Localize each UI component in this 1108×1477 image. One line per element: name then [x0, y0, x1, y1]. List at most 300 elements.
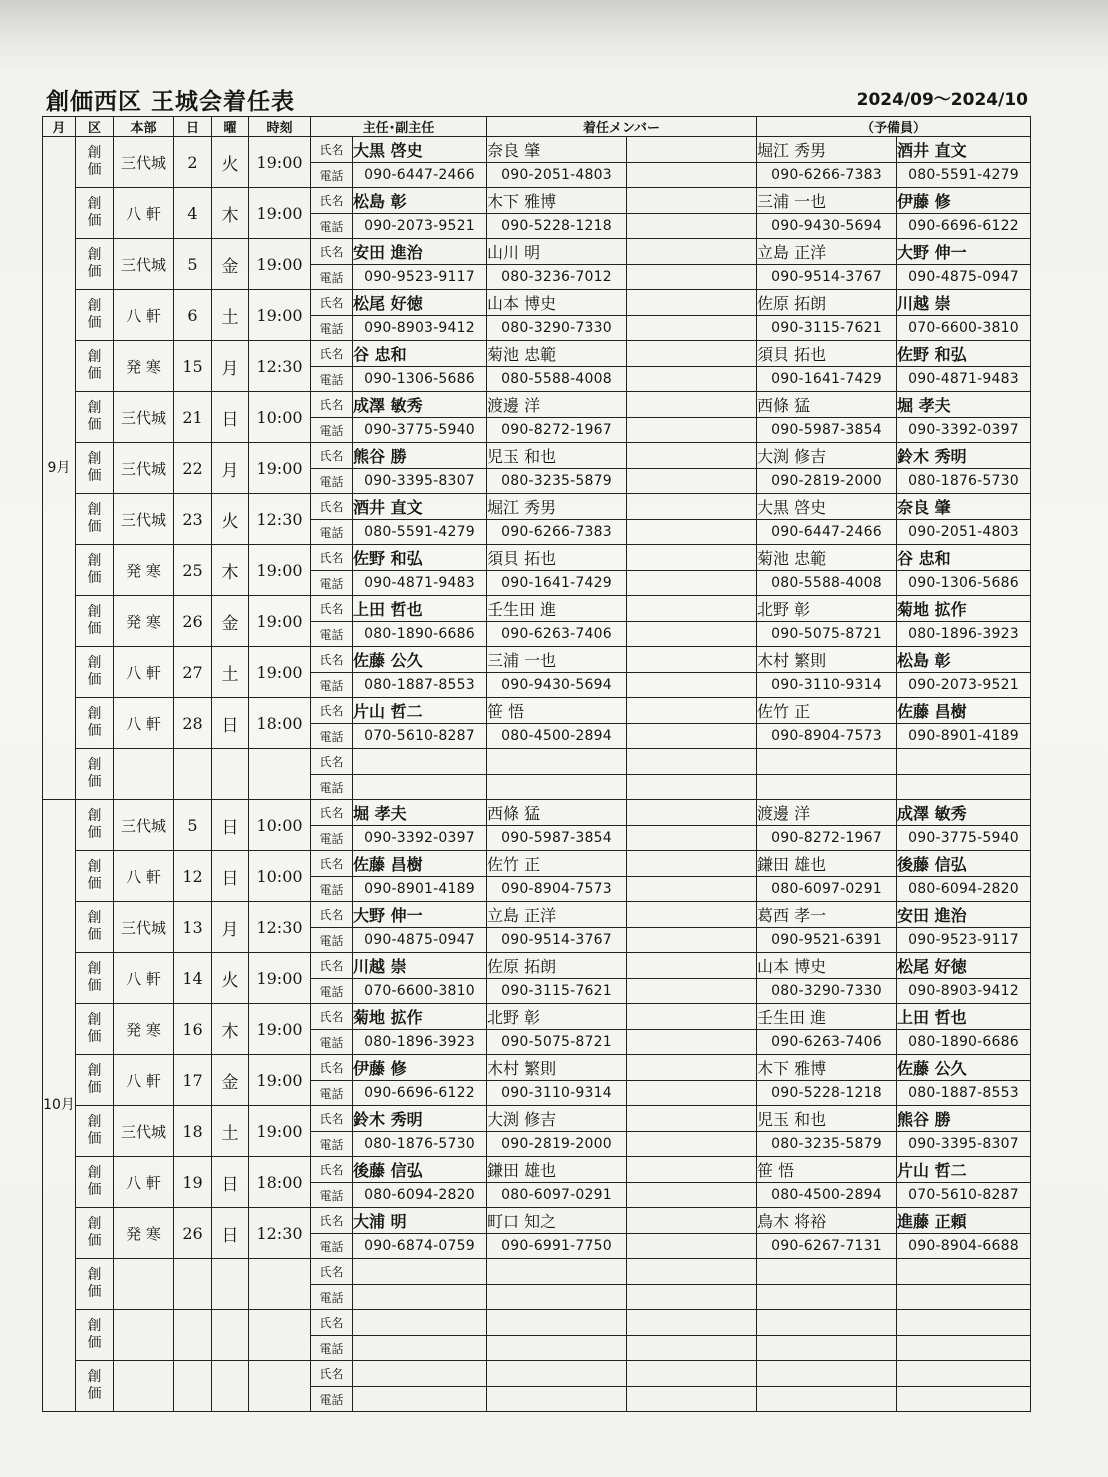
roster-entry: [43, 443, 1031, 469]
leader-phone: 080-1890-6686: [353, 622, 487, 647]
blank-cell: [627, 1055, 757, 1081]
member-name: 木下 雅博: [487, 188, 627, 214]
blank-cell: [627, 443, 757, 469]
phone-label: 電話: [311, 1183, 353, 1208]
time-cell: [249, 1259, 311, 1310]
ku-char: 価: [87, 1182, 102, 1198]
name-label: 氏名: [311, 1106, 353, 1132]
weekday-cell: [212, 749, 249, 800]
name-label: 氏名: [311, 290, 353, 316]
roster-entry: [43, 698, 1031, 724]
name-label: 氏名: [311, 698, 353, 724]
ku-char: 創: [87, 654, 102, 671]
reserve2-name: [897, 1310, 1031, 1336]
ku-char: 創: [87, 501, 102, 518]
phone-label: 電話: [311, 673, 353, 698]
blank-cell: [627, 545, 757, 571]
member-name: 佐竹 正: [487, 851, 627, 877]
reserve2-name: 佐野 和弘: [897, 341, 1031, 367]
reserve1-phone: 090-9430-5694: [757, 214, 897, 239]
roster-entry: [43, 1259, 1031, 1285]
ku-char: 価: [87, 621, 102, 637]
reserve2-name: 片山 哲二: [897, 1157, 1031, 1183]
reserve1-name: 木下 雅博: [757, 1055, 897, 1081]
blank-cell: [627, 877, 757, 902]
reserve2-phone: 090-4875-0947: [897, 265, 1031, 290]
leader-phone: 090-2073-9521: [353, 214, 487, 239]
name-label: 氏名: [311, 188, 353, 214]
duty-roster-table: [42, 116, 1031, 1412]
day-cell: [174, 1361, 212, 1412]
ku-char: 創: [87, 1113, 102, 1130]
reserve1-name: 壬生田 進: [757, 1004, 897, 1030]
ku-char: 価: [87, 162, 102, 178]
ku-char: 創: [87, 1164, 102, 1181]
time-cell: 19:00: [249, 1055, 311, 1106]
reserve1-phone: 090-8272-1967: [757, 826, 897, 851]
weekday-cell: 木: [212, 545, 249, 596]
name-label: 氏名: [311, 800, 353, 826]
blank-cell: [627, 163, 757, 188]
leader-name: 安田 進治: [353, 239, 487, 265]
ku-cell: [76, 443, 114, 494]
honbu-cell: 三代城: [114, 494, 174, 545]
roster-entry: [43, 647, 1031, 673]
member-name: 佐原 拓朗: [487, 953, 627, 979]
reserve2-phone: 090-9523-9117: [897, 928, 1031, 953]
member-phone: 080-3290-7330: [487, 316, 627, 341]
roster-entry: [43, 494, 1031, 520]
leader-name: 片山 哲二: [353, 698, 487, 724]
phone-label: 電話: [311, 622, 353, 647]
roster-entry: [43, 596, 1031, 622]
header-leader: 主任･副主任: [311, 117, 487, 137]
time-cell: [249, 1361, 311, 1412]
member-name: 北野 彰: [487, 1004, 627, 1030]
reserve2-phone: 070-5610-8287: [897, 1183, 1031, 1208]
reserve1-name: 立島 正洋: [757, 239, 897, 265]
phone-label: 電話: [311, 469, 353, 494]
reserve1-phone: 090-9514-3767: [757, 265, 897, 290]
ku-char: 創: [87, 858, 102, 875]
reserve1-name: 堀江 秀男: [757, 137, 897, 163]
ku-char: 創: [87, 450, 102, 467]
member-name: 壬生田 進: [487, 596, 627, 622]
phone-label: 電話: [311, 367, 353, 392]
member-phone: [487, 1387, 627, 1412]
reserve1-phone: [757, 775, 897, 800]
ku-cell: [76, 494, 114, 545]
leader-phone: 080-5591-4279: [353, 520, 487, 545]
reserve2-name: 伊藤 修: [897, 188, 1031, 214]
reserve1-name: 笹 悟: [757, 1157, 897, 1183]
weekday-cell: [212, 1361, 249, 1412]
name-label: 氏名: [311, 1310, 353, 1336]
ku-char: 価: [87, 366, 102, 382]
member-name: 山本 博史: [487, 290, 627, 316]
time-cell: 19:00: [249, 443, 311, 494]
day-cell: [174, 1310, 212, 1361]
roster-entry: [43, 1361, 1031, 1387]
leader-name: 谷 忠和: [353, 341, 487, 367]
phone-label: 電話: [311, 1387, 353, 1412]
reserve1-phone: 090-6263-7406: [757, 1030, 897, 1055]
weekday-cell: 日: [212, 1157, 249, 1208]
reserve1-phone: [757, 1336, 897, 1361]
ku-cell: [76, 902, 114, 953]
reserve1-name: [757, 749, 897, 775]
member-phone: 090-2051-4803: [487, 163, 627, 188]
ku-char: 創: [87, 1062, 102, 1079]
roster-entry: [43, 851, 1031, 877]
time-cell: 19:00: [249, 1004, 311, 1055]
day-cell: 5: [174, 239, 212, 290]
phone-label: 電話: [311, 1030, 353, 1055]
leader-name: 松尾 好徳: [353, 290, 487, 316]
roster-entry: [43, 953, 1031, 979]
day-cell: 14: [174, 953, 212, 1004]
honbu-cell: [114, 1310, 174, 1361]
reserve1-name: [757, 1259, 897, 1285]
ku-char: 価: [87, 1029, 102, 1045]
honbu-cell: 八 軒: [114, 188, 174, 239]
member-name: [487, 1259, 627, 1285]
member-phone: 090-9514-3767: [487, 928, 627, 953]
member-phone: [487, 775, 627, 800]
name-label: 氏名: [311, 341, 353, 367]
phone-label: 電話: [311, 877, 353, 902]
time-cell: [249, 1310, 311, 1361]
blank-cell: [627, 724, 757, 749]
month-cell: 9月: [43, 137, 76, 800]
ku-cell: [76, 647, 114, 698]
honbu-cell: 発 寒: [114, 1004, 174, 1055]
ku-char: 創: [87, 1317, 102, 1334]
name-label: 氏名: [311, 953, 353, 979]
reserve1-name: 北野 彰: [757, 596, 897, 622]
ku-char: 創: [87, 399, 102, 416]
blank-cell: [627, 1183, 757, 1208]
leader-name: 佐野 和弘: [353, 545, 487, 571]
honbu-cell: 八 軒: [114, 290, 174, 341]
leader-name: 大浦 明: [353, 1208, 487, 1234]
ku-cell: [76, 545, 114, 596]
honbu-cell: 三代城: [114, 443, 174, 494]
day-cell: 17: [174, 1055, 212, 1106]
leader-phone: 090-4871-9483: [353, 571, 487, 596]
blank-cell: [627, 775, 757, 800]
phone-label: 電話: [311, 979, 353, 1004]
time-cell: 18:00: [249, 698, 311, 749]
day-cell: 5: [174, 800, 212, 851]
reserve2-phone: 070-6600-3810: [897, 316, 1031, 341]
name-label: 氏名: [311, 902, 353, 928]
reserve1-phone: 090-1641-7429: [757, 367, 897, 392]
member-name: 須貝 拓也: [487, 545, 627, 571]
blank-cell: [627, 571, 757, 596]
reserve1-name: 三浦 一也: [757, 188, 897, 214]
member-name: 鎌田 雄也: [487, 1157, 627, 1183]
reserve2-name: 安田 進治: [897, 902, 1031, 928]
reserve2-phone: 080-1890-6686: [897, 1030, 1031, 1055]
roster-entry: [43, 1208, 1031, 1234]
reserve1-name: 佐原 拓朗: [757, 290, 897, 316]
ku-char: 価: [87, 315, 102, 331]
reserve2-name: 松島 彰: [897, 647, 1031, 673]
reserve1-name: [757, 1310, 897, 1336]
leader-phone: [353, 1387, 487, 1412]
honbu-cell: 発 寒: [114, 341, 174, 392]
reserve1-phone: 090-6267-7131: [757, 1234, 897, 1259]
honbu-cell: 発 寒: [114, 596, 174, 647]
blank-cell: [627, 290, 757, 316]
member-phone: 090-8272-1967: [487, 418, 627, 443]
weekday-cell: 土: [212, 1106, 249, 1157]
reserve1-phone: 090-3110-9314: [757, 673, 897, 698]
day-cell: 26: [174, 596, 212, 647]
blank-cell: [627, 800, 757, 826]
blank-cell: [627, 418, 757, 443]
reserve2-name: 川越 崇: [897, 290, 1031, 316]
blank-cell: [627, 239, 757, 265]
weekday-cell: 木: [212, 1004, 249, 1055]
reserve2-name: [897, 749, 1031, 775]
ku-char: 創: [87, 603, 102, 620]
member-name: [487, 749, 627, 775]
reserve2-phone: 080-6094-2820: [897, 877, 1031, 902]
leader-phone: 080-1876-5730: [353, 1132, 487, 1157]
blank-cell: [627, 520, 757, 545]
ku-char: 価: [87, 774, 102, 790]
name-label: 氏名: [311, 239, 353, 265]
day-cell: 6: [174, 290, 212, 341]
honbu-cell: 三代城: [114, 392, 174, 443]
reserve1-name: 佐竹 正: [757, 698, 897, 724]
blank-cell: [627, 1208, 757, 1234]
honbu-cell: 三代城: [114, 800, 174, 851]
blank-cell: [627, 469, 757, 494]
reserve1-name: 山本 博史: [757, 953, 897, 979]
reserve1-phone: 080-5588-4008: [757, 571, 897, 596]
phone-label: 電話: [311, 1285, 353, 1310]
reserve1-name: 大渕 修吉: [757, 443, 897, 469]
ku-cell: [76, 1106, 114, 1157]
ku-char: 創: [87, 1011, 102, 1028]
member-name: 三浦 一也: [487, 647, 627, 673]
leader-name: [353, 1361, 487, 1387]
ku-char: 価: [87, 1131, 102, 1147]
reserve1-phone: 090-2819-2000: [757, 469, 897, 494]
blank-cell: [627, 1106, 757, 1132]
blank-cell: [627, 137, 757, 163]
leader-phone: [353, 1285, 487, 1310]
honbu-cell: 八 軒: [114, 698, 174, 749]
day-cell: [174, 1259, 212, 1310]
blank-cell: [627, 1336, 757, 1361]
leader-name: 上田 哲也: [353, 596, 487, 622]
member-phone: 090-1641-7429: [487, 571, 627, 596]
ku-char: 価: [87, 519, 102, 535]
blank-cell: [627, 392, 757, 418]
blank-cell: [627, 494, 757, 520]
ku-char: 創: [87, 1215, 102, 1232]
roster-entry: [43, 1157, 1031, 1183]
time-cell: 12:30: [249, 341, 311, 392]
ku-char: 価: [87, 1335, 102, 1351]
weekday-cell: 日: [212, 800, 249, 851]
member-phone: [487, 1285, 627, 1310]
ku-cell: [76, 698, 114, 749]
reserve1-name: 大黒 啓史: [757, 494, 897, 520]
reserve1-phone: 090-8904-7573: [757, 724, 897, 749]
reserve2-name: [897, 1361, 1031, 1387]
reserve1-phone: 080-3235-5879: [757, 1132, 897, 1157]
member-phone: 090-6266-7383: [487, 520, 627, 545]
weekday-cell: 木: [212, 188, 249, 239]
header-time: 時刻: [249, 117, 311, 137]
weekday-cell: 日: [212, 851, 249, 902]
roster-entry: [43, 1004, 1031, 1030]
honbu-cell: 発 寒: [114, 545, 174, 596]
ku-char: 創: [87, 807, 102, 824]
day-cell: 18: [174, 1106, 212, 1157]
blank-cell: [627, 647, 757, 673]
day-cell: 2: [174, 137, 212, 188]
day-cell: 27: [174, 647, 212, 698]
member-name: 西條 猛: [487, 800, 627, 826]
reserve1-name: 鎌田 雄也: [757, 851, 897, 877]
ku-cell: [76, 800, 114, 851]
honbu-cell: 三代城: [114, 902, 174, 953]
blank-cell: [627, 1387, 757, 1412]
phone-label: 電話: [311, 418, 353, 443]
header-row: [43, 117, 1031, 137]
blank-cell: [627, 1030, 757, 1055]
leader-name: 川越 崇: [353, 953, 487, 979]
leader-name: 後藤 信弘: [353, 1157, 487, 1183]
name-label: 氏名: [311, 1259, 353, 1285]
phone-label: 電話: [311, 163, 353, 188]
honbu-cell: 三代城: [114, 1106, 174, 1157]
time-cell: 12:30: [249, 902, 311, 953]
reserve2-name: 堀 孝夫: [897, 392, 1031, 418]
reserve2-name: 上田 哲也: [897, 1004, 1031, 1030]
name-label: 氏名: [311, 137, 353, 163]
ku-char: 創: [87, 1266, 102, 1283]
name-label: 氏名: [311, 1004, 353, 1030]
reserve1-name: 須貝 拓也: [757, 341, 897, 367]
ku-cell: [76, 1055, 114, 1106]
roster-entry: [43, 1055, 1031, 1081]
reserve1-phone: 090-6266-7383: [757, 163, 897, 188]
weekday-cell: 金: [212, 1055, 249, 1106]
leader-phone: 090-3395-8307: [353, 469, 487, 494]
reserve2-phone: 080-1876-5730: [897, 469, 1031, 494]
header-month: 月: [43, 117, 76, 137]
leader-name: [353, 1259, 487, 1285]
member-phone: 090-3115-7621: [487, 979, 627, 1004]
name-label: 氏名: [311, 443, 353, 469]
reserve2-name: 佐藤 昌樹: [897, 698, 1031, 724]
time-cell: 19:00: [249, 137, 311, 188]
day-cell: 22: [174, 443, 212, 494]
member-phone: 090-9430-5694: [487, 673, 627, 698]
blank-cell: [627, 622, 757, 647]
reserve2-phone: 090-8904-6688: [897, 1234, 1031, 1259]
member-phone: 080-3236-7012: [487, 265, 627, 290]
leader-phone: [353, 1336, 487, 1361]
ku-cell: [76, 1157, 114, 1208]
ku-char: 価: [87, 1386, 102, 1402]
weekday-cell: 金: [212, 596, 249, 647]
blank-cell: [627, 1285, 757, 1310]
ku-cell: [76, 137, 114, 188]
member-phone: 080-5588-4008: [487, 367, 627, 392]
blank-cell: [627, 826, 757, 851]
ku-cell: [76, 1004, 114, 1055]
member-phone: 090-5075-8721: [487, 1030, 627, 1055]
roster-body: [43, 137, 1031, 1412]
leader-name: 大野 伸一: [353, 902, 487, 928]
leader-name: 菊地 拡作: [353, 1004, 487, 1030]
reserve2-name: 松尾 好徳: [897, 953, 1031, 979]
day-cell: 13: [174, 902, 212, 953]
leader-phone: 090-4875-0947: [353, 928, 487, 953]
reserve2-name: 谷 忠和: [897, 545, 1031, 571]
leader-phone: 090-3392-0397: [353, 826, 487, 851]
member-phone: 090-3110-9314: [487, 1081, 627, 1106]
header-day: 日: [174, 117, 212, 137]
ku-cell: [76, 851, 114, 902]
weekday-cell: [212, 1310, 249, 1361]
day-cell: [174, 749, 212, 800]
reserve2-phone: 090-3392-0397: [897, 418, 1031, 443]
roster-entry: [43, 800, 1031, 826]
weekday-cell: 火: [212, 494, 249, 545]
weekday-cell: 月: [212, 341, 249, 392]
blank-cell: [627, 367, 757, 392]
reserve2-phone: 080-5591-4279: [897, 163, 1031, 188]
ku-cell: [76, 749, 114, 800]
member-phone: 080-4500-2894: [487, 724, 627, 749]
time-cell: 10:00: [249, 851, 311, 902]
blank-cell: [627, 341, 757, 367]
reserve1-phone: 090-6447-2466: [757, 520, 897, 545]
reserve1-name: [757, 1361, 897, 1387]
member-phone: 090-6263-7406: [487, 622, 627, 647]
member-name: 大渕 修吉: [487, 1106, 627, 1132]
roster-entry: [43, 188, 1031, 214]
reserve2-phone: [897, 1285, 1031, 1310]
leader-phone: 080-6094-2820: [353, 1183, 487, 1208]
leader-phone: 090-8901-4189: [353, 877, 487, 902]
phone-label: 電話: [311, 571, 353, 596]
blank-cell: [627, 265, 757, 290]
honbu-cell: 八 軒: [114, 953, 174, 1004]
ku-char: 価: [87, 213, 102, 229]
ku-char: 価: [87, 264, 102, 280]
member-name: [487, 1361, 627, 1387]
blank-cell: [627, 1259, 757, 1285]
blank-cell: [627, 673, 757, 698]
roster-entry: [43, 545, 1031, 571]
member-phone: 090-8904-7573: [487, 877, 627, 902]
ku-char: 価: [87, 1284, 102, 1300]
ku-cell: [76, 1259, 114, 1310]
reserve1-name: 渡邊 洋: [757, 800, 897, 826]
reserve1-name: 葛西 孝一: [757, 902, 897, 928]
day-cell: 28: [174, 698, 212, 749]
